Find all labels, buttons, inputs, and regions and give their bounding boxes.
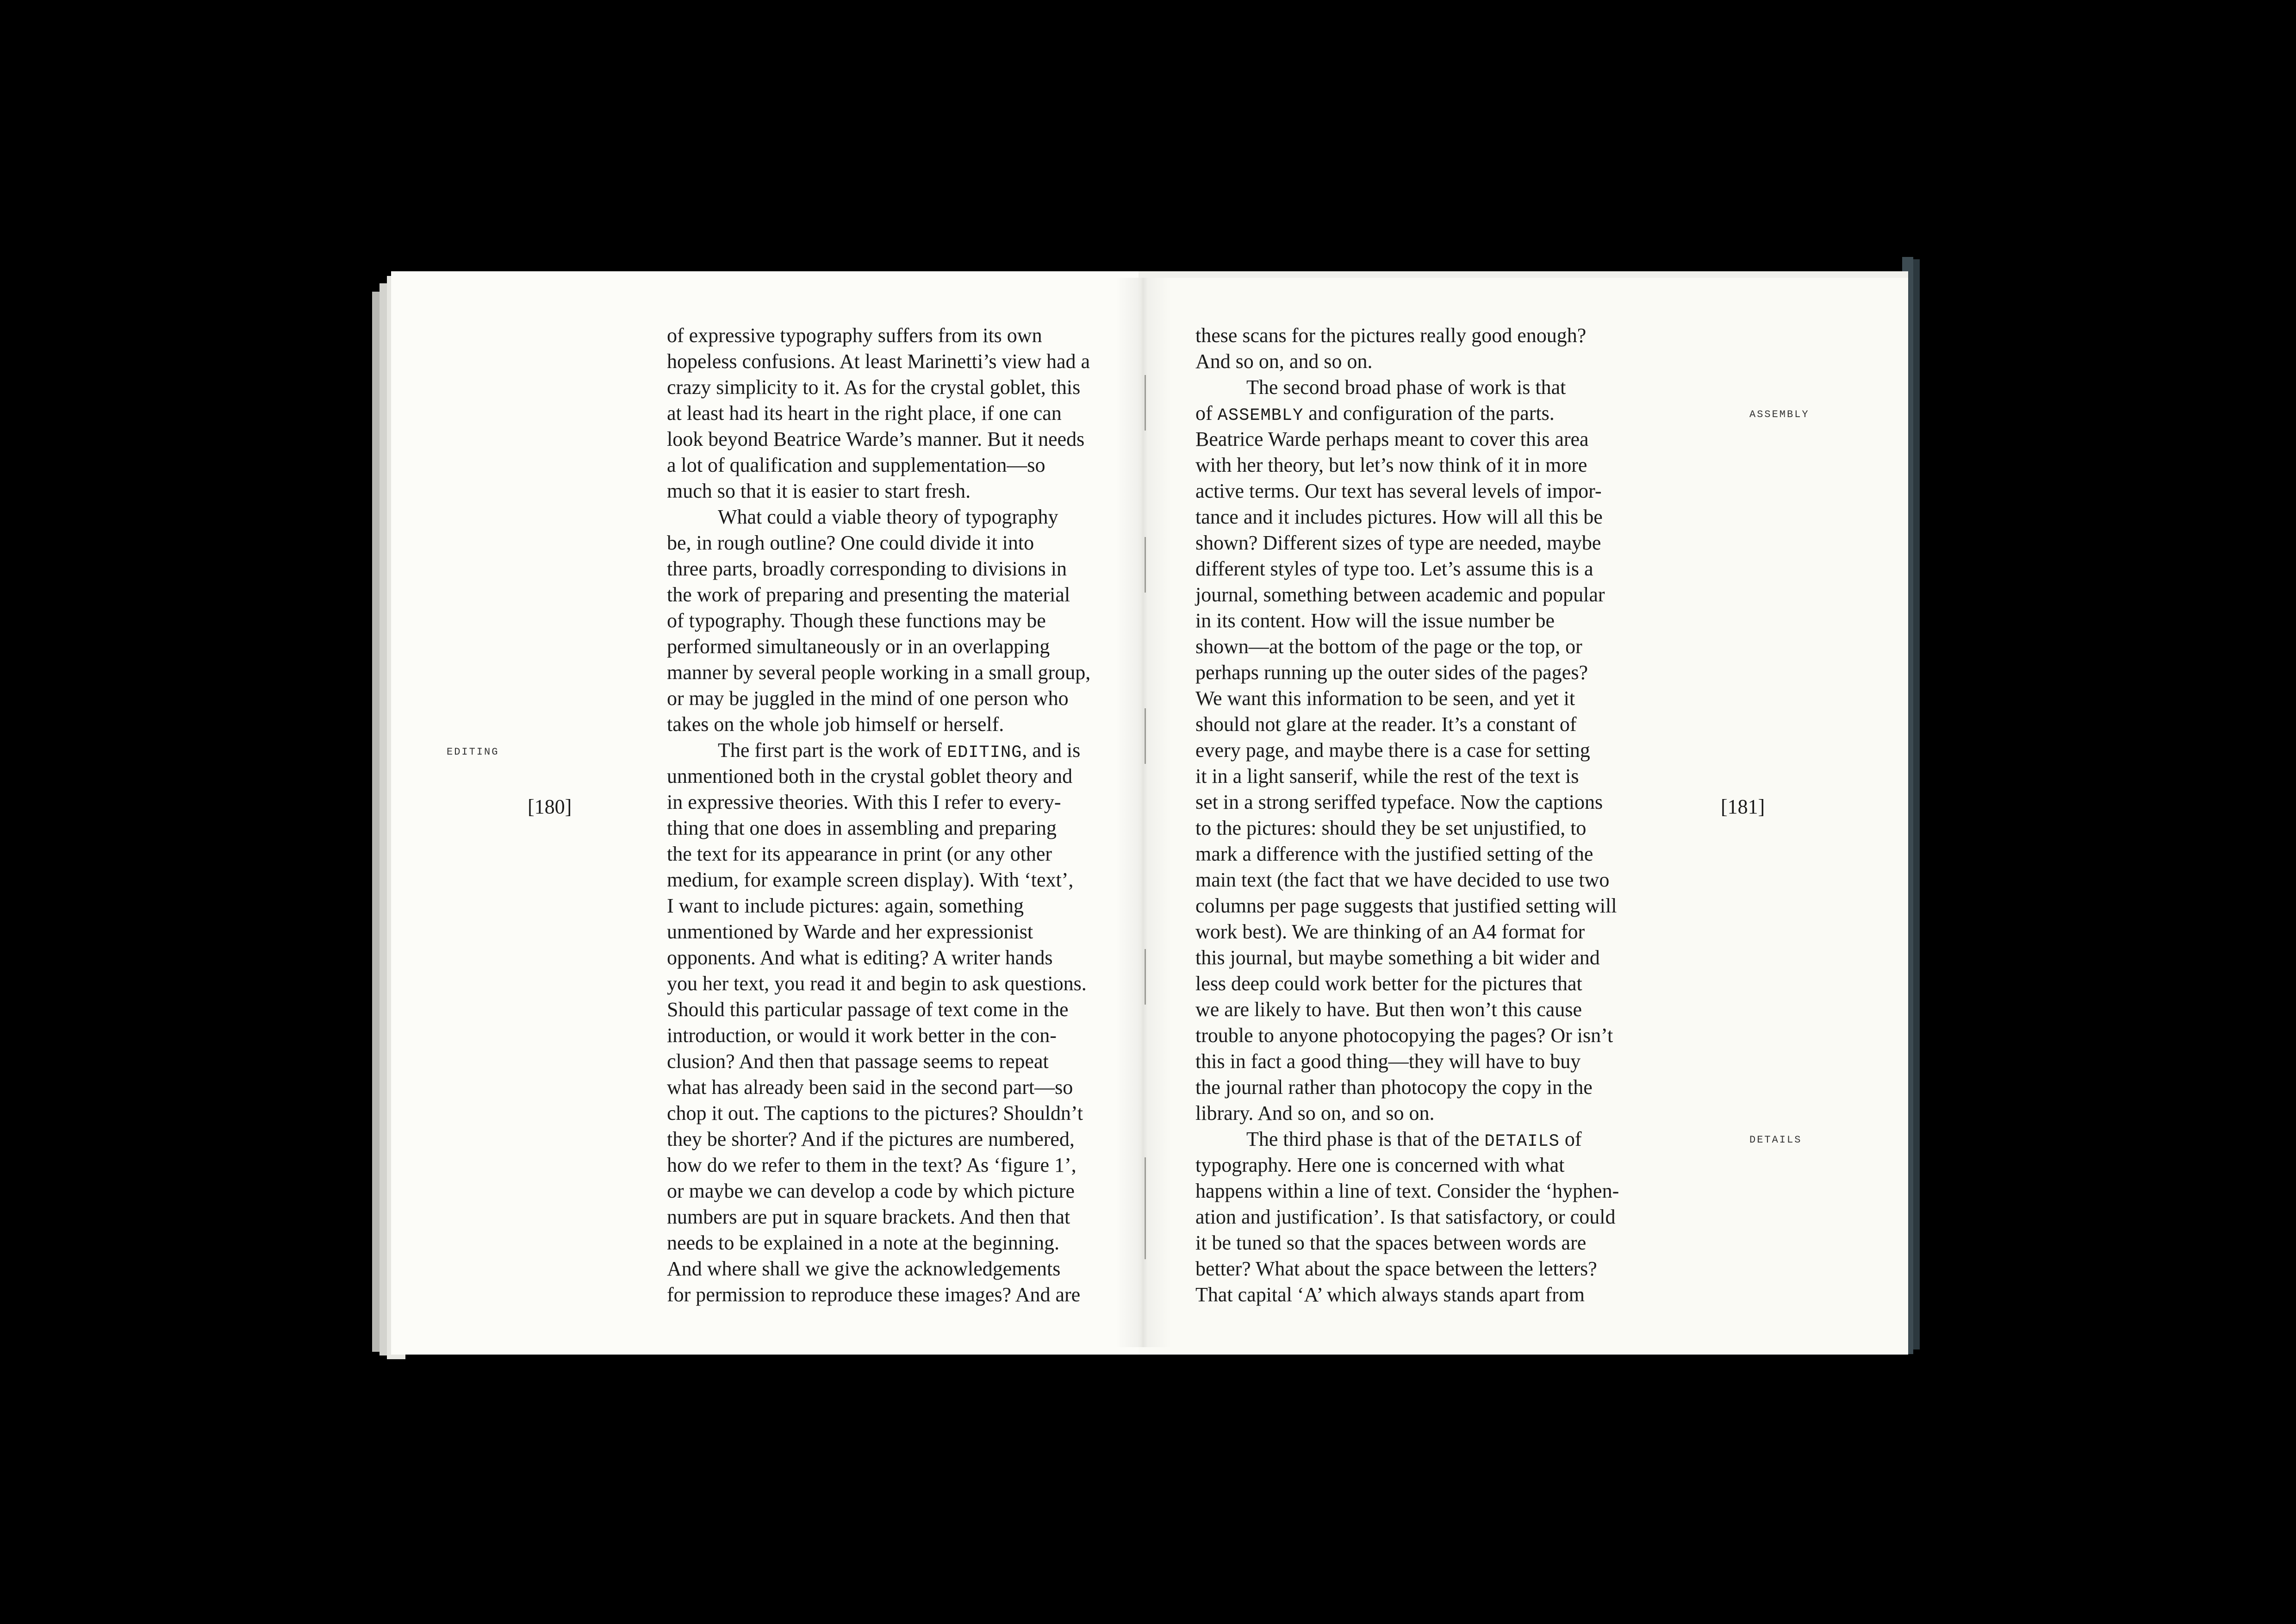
text-line	[1195, 737, 1619, 763]
text-line	[1195, 1256, 1619, 1282]
text-line	[1195, 530, 1619, 556]
text-run: What could a viable theory of typography	[718, 506, 1058, 528]
text-run: better? What about the space between the letters?	[1195, 1257, 1597, 1280]
text-run: a lot of qualification and supplementation—so	[667, 454, 1045, 476]
text-run: look beyond Beatrice Warde’s manner. But it needs	[667, 428, 1085, 450]
text-line	[667, 504, 1090, 530]
text-run: work best). We are thinking of an A4 format for	[1195, 920, 1585, 943]
text-run: clusion? And then that passage seems to repeat	[667, 1050, 1049, 1073]
text-line	[1195, 1100, 1619, 1126]
text-line	[667, 686, 1090, 712]
text-line	[667, 919, 1090, 945]
text-line	[1195, 815, 1619, 841]
text-run: to the pictures: should they be set unjustified, to	[1195, 817, 1587, 839]
text-line	[1195, 686, 1619, 712]
text-line	[667, 452, 1090, 478]
page-number-left: [180]	[528, 795, 572, 818]
text-line	[667, 712, 1090, 737]
margin-label-editing: EDITING	[447, 746, 499, 758]
text-run: mark a difference with the justified setting of the	[1195, 843, 1593, 865]
text-run: you her text, you read it and begin to ask questions.	[667, 972, 1087, 995]
text-line	[1195, 1282, 1619, 1308]
right-text-column	[1195, 323, 1619, 1308]
text-line	[1195, 426, 1619, 452]
text-line	[1195, 556, 1619, 582]
text-line	[667, 1074, 1090, 1100]
text-run: how do we refer to them in the text? As ‘figure 1’,	[667, 1154, 1076, 1176]
text-run: or maybe we can develop a code by which picture	[667, 1180, 1075, 1202]
text-line	[667, 1023, 1090, 1049]
text-run: it in a light sanserif, while the rest of the text is	[1195, 765, 1579, 787]
text-line	[1195, 478, 1619, 504]
text-line	[1195, 1152, 1619, 1178]
text-line	[667, 660, 1090, 686]
text-run: The third phase is that of the	[1246, 1128, 1485, 1150]
text-run: we are likely to have. But then won’t this cause	[1195, 998, 1582, 1021]
small-caps-term: EDITING	[946, 743, 1022, 762]
text-line	[667, 1126, 1090, 1152]
text-line	[667, 1100, 1090, 1126]
text-line	[667, 1178, 1090, 1204]
text-line	[667, 582, 1090, 608]
text-run: chop it out. The captions to the pictures? Shouldn’t	[667, 1102, 1083, 1124]
text-run: needs to be explained in a note at the beginning.	[667, 1231, 1059, 1254]
text-run: these scans for the pictures really good enough?	[1195, 324, 1587, 347]
text-run: of typography. Though these functions may be	[667, 609, 1046, 632]
text-line	[1195, 582, 1619, 608]
small-caps-term: DETAILS	[1484, 1132, 1560, 1151]
text-run: happens within a line of text. Consider the ‘hyphen-	[1195, 1180, 1619, 1202]
text-line	[667, 841, 1090, 867]
text-run: introduction, or would it work better in the con-	[667, 1024, 1057, 1047]
text-run: thing that one does in assembling and preparing	[667, 817, 1057, 839]
text-run: in expressive theories. With this I refer to every-	[667, 791, 1061, 813]
text-line	[667, 789, 1090, 815]
text-run: perhaps running up the outer sides of the pages?	[1195, 661, 1588, 684]
text-line	[667, 893, 1090, 919]
text-run: We want this information to be seen, and yet it	[1195, 687, 1575, 710]
text-line	[1195, 867, 1619, 893]
text-line	[667, 478, 1090, 504]
text-run: numbers are put in square brackets. And then that	[667, 1206, 1070, 1228]
text-line	[667, 1230, 1090, 1256]
text-run: much so that it is easier to start fresh.	[667, 480, 971, 502]
text-line	[1195, 1049, 1619, 1074]
text-line	[1195, 375, 1619, 400]
text-run: three parts, broadly corresponding to divisions in	[667, 557, 1067, 580]
text-run: performed simultaneously or in an overlapping	[667, 635, 1050, 658]
text-run: this in fact a good thing—they will have to buy	[1195, 1050, 1581, 1073]
text-line	[1195, 1178, 1619, 1204]
right-page-top-edge	[1139, 271, 1908, 278]
gutter-crease	[1145, 949, 1146, 1005]
text-run: Beatrice Warde perhaps meant to cover this area	[1195, 428, 1589, 450]
text-run: active terms. Our text has several levels of impor-	[1195, 480, 1602, 502]
text-run: every page, and maybe there is a case for setting	[1195, 739, 1590, 762]
text-line	[667, 556, 1090, 582]
text-run: different styles of type too. Let’s assume this is a	[1195, 557, 1593, 580]
text-line	[667, 1049, 1090, 1074]
text-run: opponents. And what is editing? A writer hands	[667, 946, 1053, 969]
gutter-crease	[1145, 1157, 1146, 1259]
text-run: That capital ‘A’ which always stands apart from	[1195, 1283, 1585, 1306]
text-line	[1195, 945, 1619, 971]
text-run: the journal rather than photocopy the copy in the	[1195, 1076, 1593, 1099]
text-line	[1195, 608, 1619, 634]
text-line	[667, 426, 1090, 452]
margin-label-details: DETAILS	[1749, 1134, 1802, 1146]
text-run: shown—at the bottom of the page or the top, or	[1195, 635, 1582, 658]
text-run: shown? Different sizes of type are needed, maybe	[1195, 531, 1601, 554]
text-line	[1195, 349, 1619, 375]
text-line	[1195, 1204, 1619, 1230]
text-line	[1195, 712, 1619, 737]
gutter-crease	[1145, 375, 1146, 431]
text-line	[1195, 452, 1619, 478]
text-line	[1195, 1126, 1619, 1152]
text-run: And so on, and so on.	[1195, 350, 1373, 373]
text-run: main text (the fact that we have decided to use two	[1195, 868, 1610, 891]
text-run: unmentioned by Warde and her expressionist	[667, 920, 1033, 943]
text-line	[667, 737, 1090, 763]
text-line	[667, 997, 1090, 1023]
text-run: set in a strong seriffed typeface. Now the captions	[1195, 791, 1603, 813]
text-run: typography. Here one is concerned with what	[1195, 1154, 1565, 1176]
text-line	[667, 530, 1090, 556]
text-line	[1195, 660, 1619, 686]
text-run: they be shorter? And if the pictures are numbered,	[667, 1128, 1075, 1150]
text-run: crazy simplicity to it. As for the crystal goblet, this	[667, 376, 1081, 399]
text-run: journal, something between academic and popular	[1195, 583, 1605, 606]
text-line	[667, 375, 1090, 400]
text-run: ation and justification’. Is that satisfactory, or could	[1195, 1206, 1616, 1228]
text-line	[1195, 1074, 1619, 1100]
text-line	[667, 349, 1090, 375]
text-run: The second broad phase of work is that	[1246, 376, 1566, 399]
text-run: library. And so on, and so on.	[1195, 1102, 1435, 1124]
text-line	[667, 763, 1090, 789]
text-run: the work of preparing and presenting the material	[667, 583, 1070, 606]
text-line	[1195, 763, 1619, 789]
text-line	[667, 323, 1090, 349]
text-run: And where shall we give the acknowledgements	[667, 1257, 1061, 1280]
text-run: I want to include pictures: again, something	[667, 894, 1024, 917]
text-line	[1195, 971, 1619, 997]
text-run: in its content. How will the issue number be	[1195, 609, 1555, 632]
text-run: of	[1195, 402, 1218, 425]
text-line	[667, 400, 1090, 426]
text-line	[667, 1282, 1090, 1308]
margin-label-assembly: ASSEMBLY	[1749, 409, 1810, 420]
text-run: trouble to anyone photocopying the pages? Or isn’t	[1195, 1024, 1613, 1047]
text-run: of	[1559, 1128, 1582, 1150]
text-run: less deep could work better for the pictures that	[1195, 972, 1582, 995]
text-run: The first part is the work of	[718, 739, 947, 762]
text-run: with her theory, but let’s now think of it in more	[1195, 454, 1587, 476]
gutter-shadow	[1115, 278, 1171, 1347]
text-run: hopeless confusions. At least Marinetti’s view had a	[667, 350, 1090, 373]
text-run: or may be juggled in the mind of one person who	[667, 687, 1069, 710]
text-run: unmentioned both in the crystal goblet theory and	[667, 765, 1073, 787]
text-run: columns per page suggests that justified setting will	[1195, 894, 1617, 917]
text-run: for permission to reproduce these images? And are	[667, 1283, 1081, 1306]
text-line	[667, 971, 1090, 997]
text-line	[667, 1204, 1090, 1230]
text-run: manner by several people working in a small group,	[667, 661, 1091, 684]
left-text-column	[667, 323, 1090, 1308]
text-run: what has already been said in the second part—so	[667, 1076, 1073, 1099]
text-run: and configuration of the parts.	[1303, 402, 1555, 425]
text-line	[667, 608, 1090, 634]
small-caps-term: ASSEMBLY	[1217, 406, 1304, 425]
text-run: should not glare at the reader. It’s a constant of	[1195, 713, 1577, 736]
text-line	[1195, 1023, 1619, 1049]
gutter-crease	[1145, 537, 1146, 593]
text-line	[1195, 841, 1619, 867]
text-run: tance and it includes pictures. How will all this be	[1195, 506, 1603, 528]
text-run: the text for its appearance in print (or any other	[667, 843, 1052, 865]
text-run: takes on the whole job himself or herself.	[667, 713, 1004, 736]
text-line	[667, 815, 1090, 841]
text-line	[667, 867, 1090, 893]
gutter-crease	[1145, 708, 1146, 764]
text-run: this journal, but maybe something a bit wider and	[1195, 946, 1600, 969]
text-line	[1195, 919, 1619, 945]
text-run: Should this particular passage of text come in the	[667, 998, 1069, 1021]
text-line	[1195, 1230, 1619, 1256]
text-run: it be tuned so that the spaces between words are	[1195, 1231, 1587, 1254]
text-line	[1195, 789, 1619, 815]
text-line	[667, 1152, 1090, 1178]
text-line	[667, 1256, 1090, 1282]
text-line	[1195, 997, 1619, 1023]
text-line	[1195, 323, 1619, 349]
text-run: medium, for example screen display). With ‘text’,	[667, 868, 1074, 891]
text-line	[1195, 504, 1619, 530]
text-run: of expressive typography suffers from its own	[667, 324, 1042, 347]
text-line	[667, 634, 1090, 660]
text-line	[1195, 893, 1619, 919]
text-line	[667, 945, 1090, 971]
page-number-right: [181]	[1721, 795, 1765, 818]
text-line	[1195, 400, 1619, 426]
text-run: at least had its heart in the right place, if one can	[667, 402, 1062, 425]
text-run: be, in rough outline? One could divide it into	[667, 531, 1034, 554]
text-line	[1195, 634, 1619, 660]
text-run: , and is	[1022, 739, 1081, 762]
